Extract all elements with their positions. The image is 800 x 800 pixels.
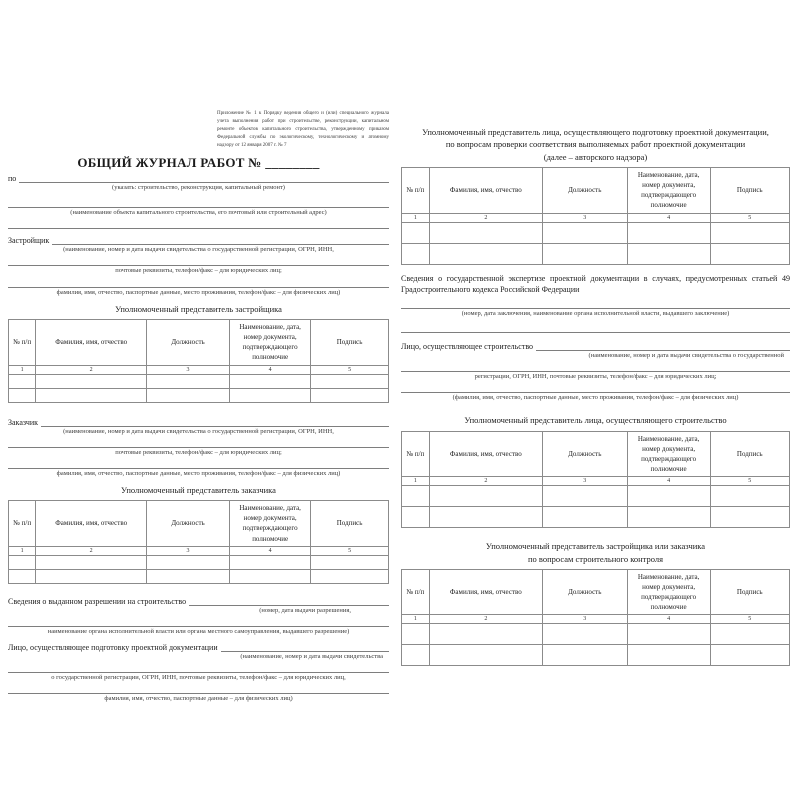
caption: почтовые реквизиты, телефон/факс – для юридических лиц; bbox=[115, 448, 282, 456]
column-header: № п/п bbox=[9, 501, 36, 547]
empty-cell bbox=[429, 624, 542, 645]
empty-cell bbox=[9, 569, 36, 583]
empty-cell bbox=[710, 624, 789, 645]
column-number: 2 bbox=[429, 213, 542, 222]
empty-cell bbox=[429, 507, 542, 528]
blank-line bbox=[19, 173, 389, 183]
blank-line bbox=[221, 642, 389, 652]
column-header: Подпись bbox=[311, 501, 389, 547]
column-header: Фамилия, имя, отчество bbox=[429, 431, 542, 477]
column-number: 2 bbox=[429, 615, 542, 624]
column-number: 5 bbox=[710, 213, 789, 222]
table-row bbox=[402, 645, 790, 666]
caption: (наименование, номер и дата выдачи свидетельства bbox=[240, 653, 383, 660]
column-number: 4 bbox=[230, 365, 311, 374]
column-number: 3 bbox=[542, 477, 627, 486]
empty-cell bbox=[542, 222, 627, 243]
column-header: Наименование, дата, номер документа, подтверждающего полномочие bbox=[627, 167, 710, 213]
table-row bbox=[402, 624, 790, 645]
blank-line bbox=[536, 341, 790, 351]
empty-cell bbox=[311, 388, 389, 402]
caption: (номер, дата выдачи разрешения, bbox=[259, 606, 351, 614]
zakazchik-representatives-table bbox=[8, 500, 389, 584]
blank-line bbox=[8, 457, 389, 469]
representatives-table bbox=[401, 431, 790, 529]
blank-line bbox=[8, 196, 389, 208]
table-row bbox=[9, 569, 389, 583]
empty-cell bbox=[710, 507, 789, 528]
column-header: Наименование, дата, номер документа, подтверждающего полномочие bbox=[627, 431, 710, 477]
column-header: Фамилия, имя, отчество bbox=[36, 501, 147, 547]
column-header: Подпись bbox=[311, 319, 389, 365]
empty-cell bbox=[429, 645, 542, 666]
column-header: Подпись bbox=[710, 431, 789, 477]
right-page bbox=[401, 120, 790, 666]
heading-control-representative bbox=[401, 540, 790, 565]
empty-cell bbox=[710, 645, 789, 666]
empty-cell bbox=[230, 388, 311, 402]
column-number: 1 bbox=[402, 477, 430, 486]
heading-author-supervision bbox=[401, 126, 790, 163]
empty-cell bbox=[9, 555, 36, 569]
table-row bbox=[9, 374, 389, 388]
column-header: Должность bbox=[542, 431, 627, 477]
blank-line bbox=[401, 297, 790, 309]
column-number: 3 bbox=[542, 615, 627, 624]
heading-zastroyshchik-representative: Уполномоченный представитель застройщика bbox=[115, 303, 282, 314]
field-label-zastroyshchik: Застройщик bbox=[8, 236, 50, 246]
caption: регистрации, ОГРН, ИНН, почтовые реквизиты, телефон/факс – для юридических лиц; bbox=[474, 373, 717, 381]
empty-cell bbox=[36, 555, 147, 569]
column-number: 4 bbox=[627, 213, 710, 222]
control-representatives-table bbox=[401, 569, 790, 667]
field-stroitelstvo bbox=[401, 341, 790, 351]
column-number: 5 bbox=[710, 477, 789, 486]
heading-zakazchik-representative: Уполномоченный представитель заказчика bbox=[121, 484, 276, 495]
caption-journal-type: (указать: строительство, реконструкция, капитальный ремонт) bbox=[112, 184, 285, 191]
column-number: 2 bbox=[429, 477, 542, 486]
heading-stroitelstvo-representative: Уполномоченный представитель лица, осуществляющего строительство bbox=[464, 415, 727, 426]
column-number: 2 bbox=[36, 546, 147, 555]
empty-cell bbox=[429, 486, 542, 507]
empty-cell bbox=[147, 388, 230, 402]
column-number: 1 bbox=[402, 213, 430, 222]
caption: о государственной регистрации, ОГРН, ИНН, почтовые реквизиты, телефон/факс – для юридических лиц, bbox=[51, 674, 346, 682]
empty-cell bbox=[627, 624, 710, 645]
representatives-table bbox=[8, 500, 389, 584]
column-number: 5 bbox=[311, 365, 389, 374]
empty-cell bbox=[36, 374, 147, 388]
empty-cell bbox=[542, 645, 627, 666]
column-header: № п/п bbox=[402, 431, 430, 477]
table-row bbox=[402, 243, 790, 264]
blank-line bbox=[8, 254, 389, 266]
caption: фамилия, имя, отчество, паспортные данные, место проживания, телефон/факс – для физических лиц) bbox=[56, 288, 341, 296]
heading-line: по вопросам строительного контроля bbox=[527, 553, 664, 564]
blank-line bbox=[8, 217, 389, 229]
column-header: Подпись bbox=[710, 569, 789, 615]
empty-cell bbox=[402, 222, 430, 243]
caption: фамилия, имя, отчество, паспортные данные, место проживания, телефон/факс – для физических лиц) bbox=[56, 469, 341, 477]
column-number: 5 bbox=[311, 546, 389, 555]
empty-cell bbox=[147, 374, 230, 388]
empty-cell bbox=[542, 243, 627, 264]
column-number: 4 bbox=[230, 546, 311, 555]
empty-cell bbox=[627, 486, 710, 507]
caption: (наименование, номер и дата выдачи свидетельства о государственной регистрации, ОГРН, ИНН, bbox=[63, 427, 334, 435]
field-zastroyshchik bbox=[8, 235, 389, 245]
caption-object-address: (наименование объекта капитального строительства, его почтовый или строительный адрес) bbox=[70, 209, 327, 217]
column-number: 4 bbox=[627, 477, 710, 486]
empty-cell bbox=[230, 569, 311, 583]
table-row bbox=[402, 222, 790, 243]
empty-cell bbox=[402, 486, 430, 507]
column-number: 3 bbox=[147, 546, 230, 555]
table-row bbox=[402, 507, 790, 528]
blank-line bbox=[8, 661, 389, 673]
blank-line bbox=[8, 276, 389, 288]
regulation-annotation: Приложение № 1 к Порядку ведения общего и (или) специального журнала учета выполнения работ при строительстве, реконструкции, капитальном ремонте объектов капитального строительства, утвержденному приказом Федеральной службы по экологическому, технологическому и атомному надзору от 12 января 2007 г. № 7 bbox=[217, 111, 389, 148]
heading-line: Уполномоченный представитель застройщика или заказчика bbox=[485, 541, 706, 552]
left-page bbox=[8, 110, 389, 703]
empty-cell bbox=[402, 624, 430, 645]
column-header: Должность bbox=[542, 569, 627, 615]
author-supervision-table bbox=[401, 167, 790, 265]
empty-cell bbox=[230, 374, 311, 388]
empty-cell bbox=[429, 243, 542, 264]
column-number: 3 bbox=[542, 213, 627, 222]
empty-cell bbox=[9, 388, 36, 402]
empty-cell bbox=[627, 507, 710, 528]
column-header: Фамилия, имя, отчество bbox=[429, 569, 542, 615]
document-title: ОБЩИЙ ЖУРНАЛ РАБОТ № ________ bbox=[77, 155, 320, 170]
caption: (наименование, номер и дата выдачи свидетельства о государственной регистрации, ОГРН, ИНН, bbox=[63, 246, 334, 254]
column-number: 5 bbox=[710, 615, 789, 624]
field-label-zakazchik: Заказчик bbox=[8, 417, 39, 427]
blank-line bbox=[189, 596, 389, 606]
empty-cell bbox=[710, 486, 789, 507]
empty-cell bbox=[311, 555, 389, 569]
empty-cell bbox=[36, 388, 147, 402]
zastroyshchik-representatives-table bbox=[8, 319, 389, 403]
column-header: № п/п bbox=[9, 319, 36, 365]
blank-line bbox=[52, 235, 389, 245]
empty-cell bbox=[542, 486, 627, 507]
empty-cell bbox=[542, 624, 627, 645]
column-header: Должность bbox=[147, 319, 230, 365]
column-number: 4 bbox=[627, 615, 710, 624]
column-header: Наименование, дата, номер документа, подтверждающего полномочие bbox=[627, 569, 710, 615]
blank-line bbox=[401, 381, 790, 393]
empty-cell bbox=[429, 222, 542, 243]
empty-cell bbox=[402, 243, 430, 264]
field-label-stroitelstvo: Лицо, осуществляющее строительство bbox=[401, 342, 534, 351]
field-journal-type bbox=[8, 173, 389, 183]
blank-line bbox=[8, 436, 389, 448]
expertiza-paragraph: Сведения о государственной экспертизе проектной документации в случаях, предусмотренных статьей 49 Градостроительного кодекса Российской Федерации bbox=[401, 273, 790, 294]
field-proekt-dokumentatsiya bbox=[8, 642, 389, 652]
heading-line: Уполномоченный представитель лица, осуществляющего подготовку проектной документации, bbox=[422, 127, 769, 137]
empty-cell bbox=[542, 507, 627, 528]
heading-line: по вопросам проверки соответствия выполняемых работ проектной документации bbox=[445, 139, 746, 150]
empty-cell bbox=[710, 243, 789, 264]
empty-cell bbox=[230, 555, 311, 569]
caption: (фамилия, имя, отчество, паспортные данные, место проживания, телефон/факс – для физических лиц) bbox=[452, 394, 739, 402]
empty-cell bbox=[311, 374, 389, 388]
column-number: 3 bbox=[147, 365, 230, 374]
table-row bbox=[9, 555, 389, 569]
caption: (наименование, номер и дата выдачи свидетельства о государственной bbox=[588, 352, 784, 359]
column-header: Фамилия, имя, отчество bbox=[429, 167, 542, 213]
caption: почтовые реквизиты, телефон/факс – для юридических лиц; bbox=[115, 267, 282, 275]
column-header: Должность bbox=[542, 167, 627, 213]
field-label-razreshenie: Сведения о выданном разрешении на строительство bbox=[8, 596, 187, 606]
representatives-table bbox=[8, 319, 389, 403]
caption: фамилия, имя, отчество, паспортные данные – для физических лиц) bbox=[104, 695, 293, 703]
column-number: 1 bbox=[402, 615, 430, 624]
empty-cell bbox=[311, 569, 389, 583]
field-zakazchik bbox=[8, 417, 389, 427]
empty-cell bbox=[710, 222, 789, 243]
column-header: Наименование, дата, номер документа, подтверждающего полномочие bbox=[230, 501, 311, 547]
caption: (номер, дата заключения, наименование органа исполнительной власти, выдавшего заключение) bbox=[461, 309, 730, 317]
column-header: Подпись bbox=[710, 167, 789, 213]
column-number: 1 bbox=[9, 546, 36, 555]
column-header: Наименование, дата, номер документа, подтверждающего полномочие bbox=[230, 319, 311, 365]
blank-line bbox=[401, 360, 790, 372]
empty-cell bbox=[627, 645, 710, 666]
column-header: Должность bbox=[147, 501, 230, 547]
column-number: 2 bbox=[36, 365, 147, 374]
empty-cell bbox=[402, 645, 430, 666]
field-label-proekt: Лицо, осуществляющее подготовку проектной документации bbox=[8, 643, 218, 652]
blank-line bbox=[8, 615, 389, 627]
column-header: Фамилия, имя, отчество bbox=[36, 319, 147, 365]
field-label-po: по bbox=[8, 174, 17, 183]
blank-line bbox=[41, 417, 389, 427]
empty-cell bbox=[9, 374, 36, 388]
empty-cell bbox=[402, 507, 430, 528]
empty-cell bbox=[147, 555, 230, 569]
column-header: № п/п bbox=[402, 569, 430, 615]
table-row bbox=[9, 388, 389, 402]
table-row bbox=[402, 486, 790, 507]
field-razreshenie bbox=[8, 596, 389, 606]
empty-cell bbox=[36, 569, 147, 583]
blank-line bbox=[401, 318, 790, 333]
heading-line: (далее – авторского надзора) bbox=[543, 151, 648, 162]
column-header: № п/п bbox=[402, 167, 430, 213]
caption: наименование органа исполнительной власти или органа местного самоуправления, выдавшего разрешение) bbox=[47, 627, 350, 635]
empty-cell bbox=[627, 222, 710, 243]
column-number: 1 bbox=[9, 365, 36, 374]
blank-line bbox=[8, 682, 389, 694]
empty-cell bbox=[627, 243, 710, 264]
representatives-table bbox=[401, 569, 790, 667]
empty-cell bbox=[147, 569, 230, 583]
representatives-table bbox=[401, 167, 790, 265]
stroitelstvo-representatives-table bbox=[401, 431, 790, 529]
